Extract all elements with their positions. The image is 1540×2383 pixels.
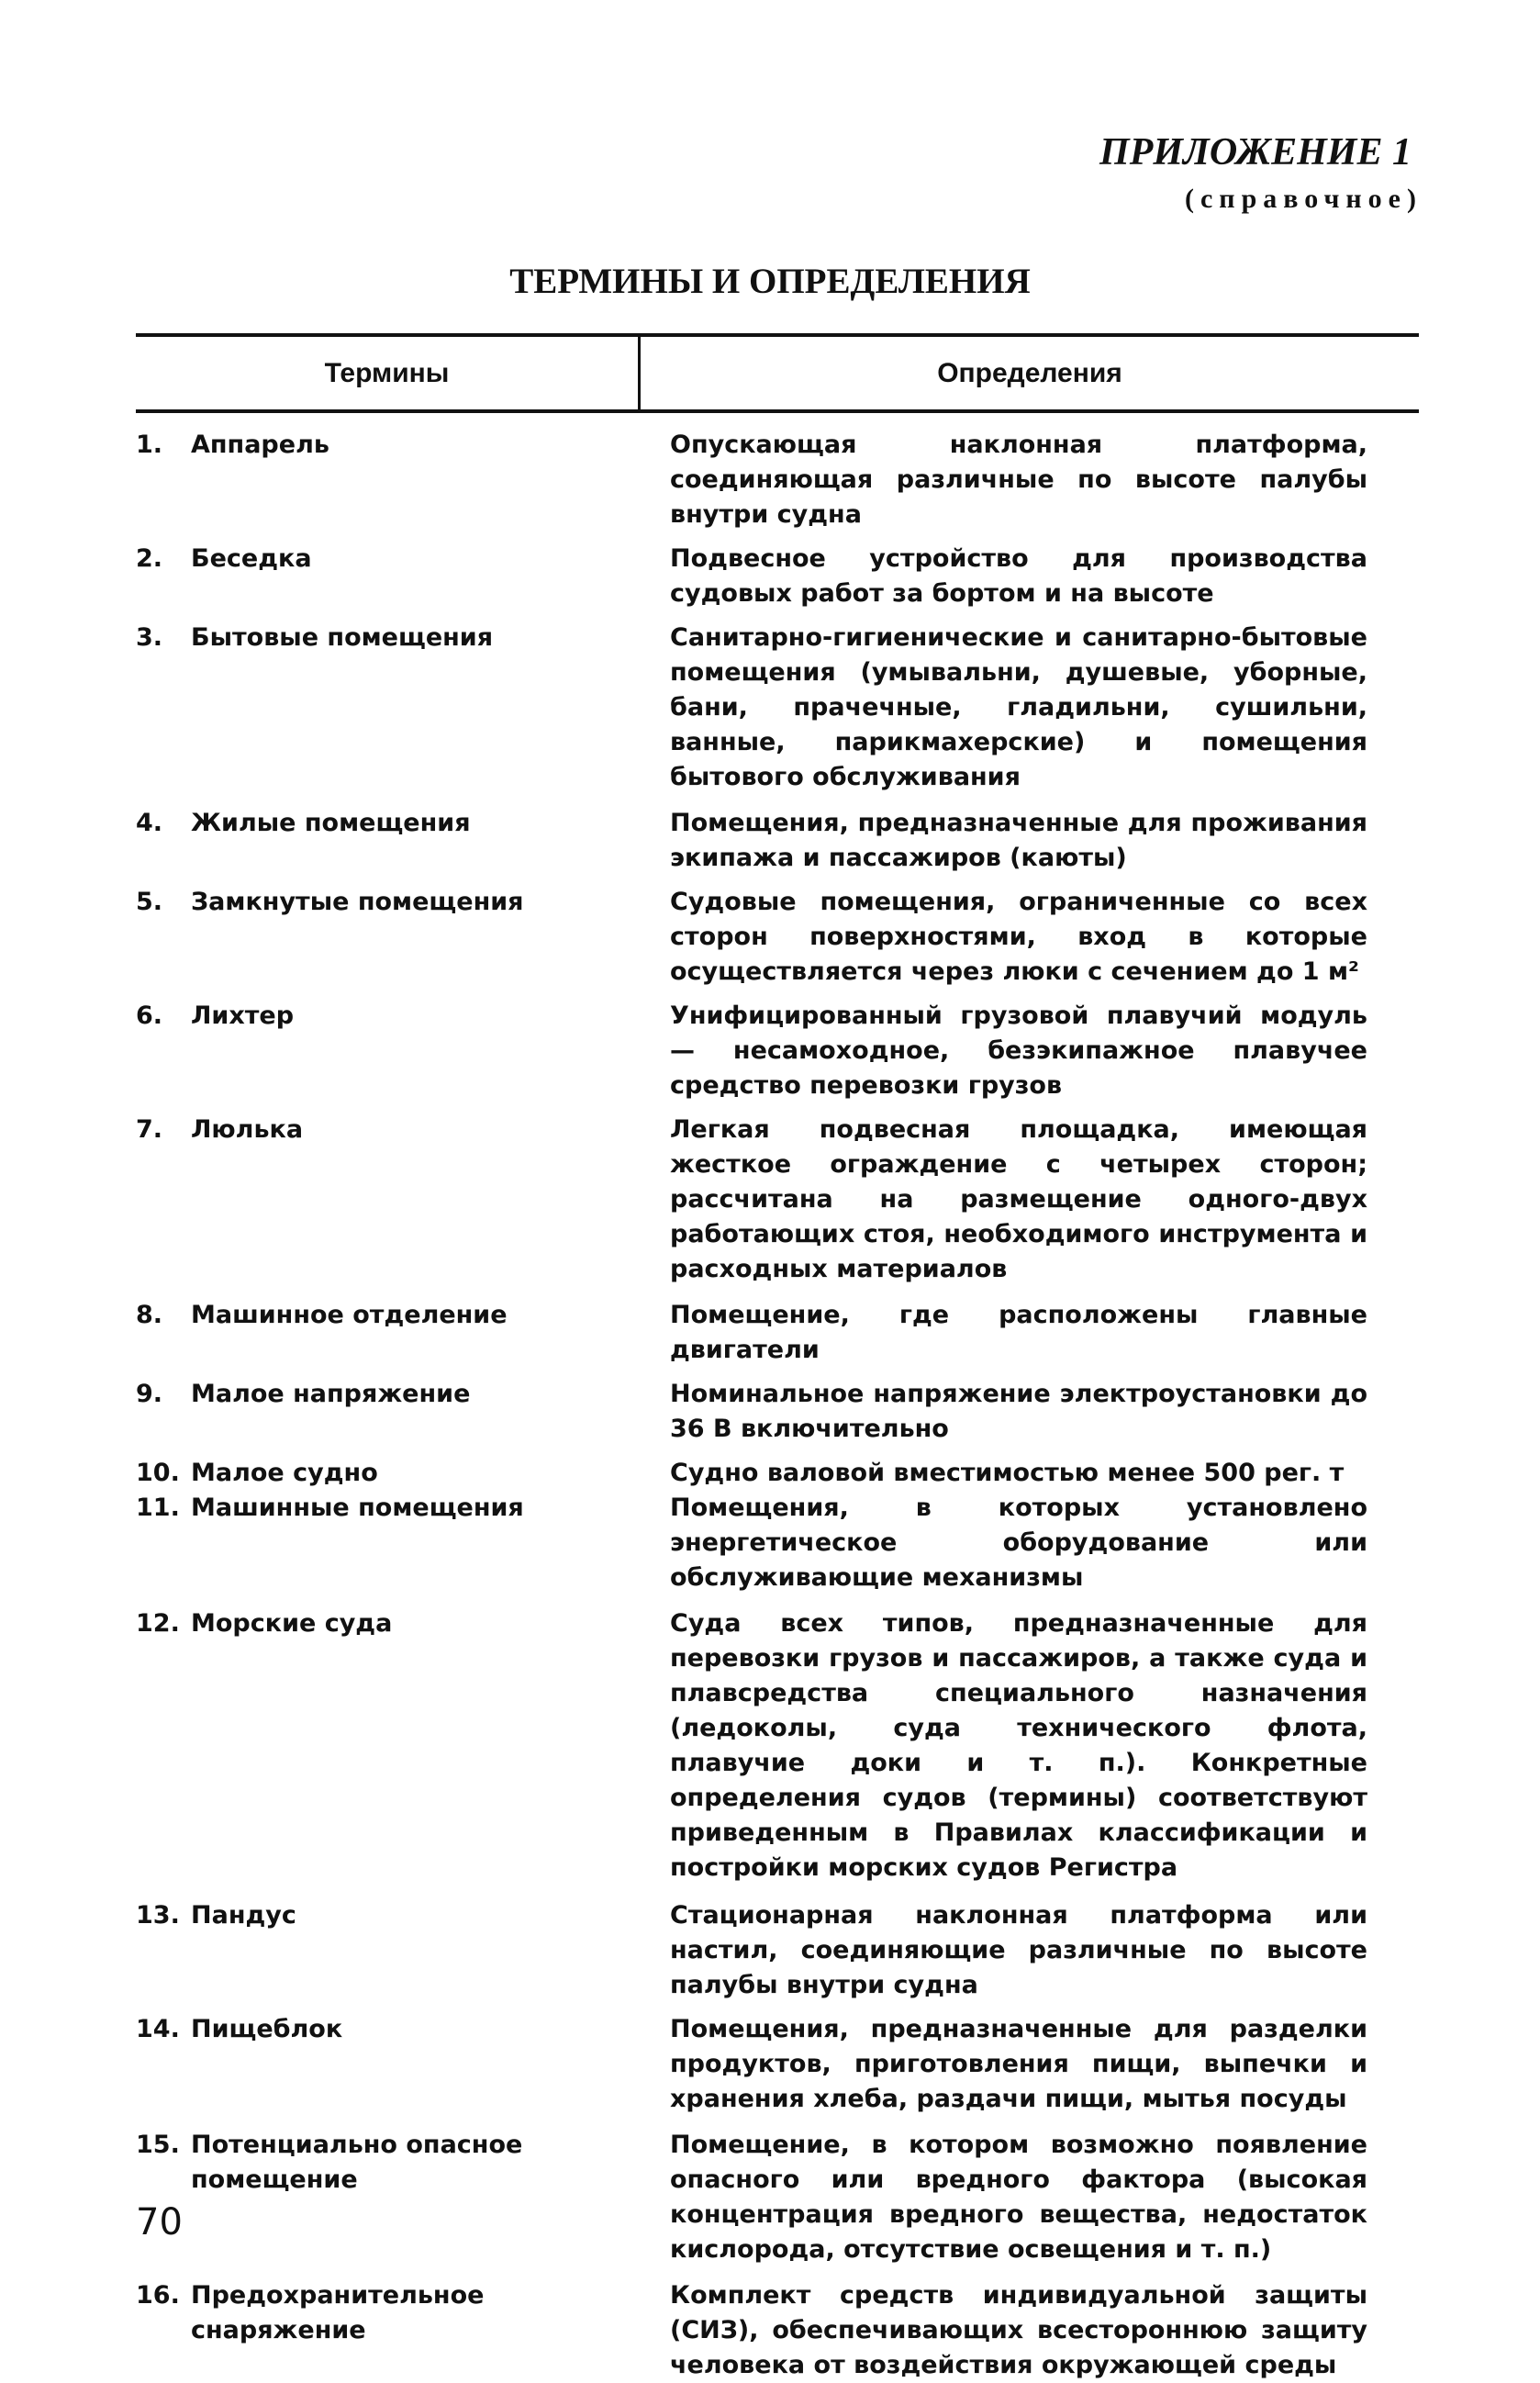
term-number: 2. (136, 544, 163, 573)
term-text: Малое напряжение (191, 1380, 471, 1408)
definition-text: Комплект средств индивидуальной защиты (СИЗ), обеспечивающих всестороннюю защиту человека от воздействия окружающей среды (670, 2281, 1367, 2379)
table-row (136, 1491, 1419, 1595)
term-cell (136, 1113, 670, 1287)
column-header-definitions: Определения (937, 357, 1122, 388)
term-number: 4. (136, 809, 163, 837)
term-number: 12. (136, 1609, 180, 1638)
table-row (136, 1298, 1419, 1368)
terms-table (136, 333, 1419, 2383)
definition-text: Санитарно-гигиенические и санитарно-бытовые помещения (умывальни, душевые, уборные, бани, прачечные, гладильни, сушильни, ванные, парикмахерские) и помещения бытового обслуживания (670, 623, 1367, 791)
table-row (136, 885, 1419, 990)
definition-text: Унифицированный грузовой плавучий модуль — несамоходное, безэкипажное плавучее средство перевозки грузов (670, 1001, 1367, 1100)
term-number: 7. (136, 1115, 163, 1144)
table-row (136, 428, 1419, 532)
table-row (136, 1606, 1419, 1885)
definition-text: Судовые помещения, ограниченные со всех сторон поверхностями, вход в которые осуществляется через люки с сечением до 1 м² (670, 888, 1367, 986)
definition-text: Стационарная наклонная платформа или настил, соединяющие различные по высоте палубы внутри судна (670, 1901, 1367, 1999)
definition-text: Подвесное устройство для производства судовых работ за бортом и на высоте (670, 544, 1367, 608)
term-cell (136, 1898, 670, 2003)
term-text: Потенциально опасное помещение (191, 2131, 523, 2194)
definition-text: Легкая подвесная площадка, имеющая жесткое ограждение с четырех сторон; рассчитана на размещение одного-двух работающих стоя, необходимого инструмента и расходных материалов (670, 1115, 1367, 1283)
definition-text: Помещения, в которых установлено энергетическое оборудование или обслуживающие механизмы (670, 1494, 1367, 1592)
term-number: 11. (136, 1494, 180, 1522)
term-text: Пищеблок (191, 2015, 343, 2043)
table-row (136, 999, 1419, 1103)
term-text: Бытовые помещения (191, 623, 494, 652)
term-cell (136, 999, 670, 1103)
term-number: 8. (136, 1301, 163, 1329)
term-cell (136, 2012, 670, 2117)
term-cell (136, 621, 670, 795)
term-number: 10. (136, 1459, 180, 1487)
table-row (136, 2278, 1419, 2383)
reference-note: (справочное) (1184, 184, 1423, 214)
table-row (136, 542, 1419, 611)
term-number: 6. (136, 1001, 163, 1030)
definition-text: Номинальное напряжение электроустановки до 36 В включительно (670, 1380, 1367, 1443)
term-text: Замкнутые помещения (191, 888, 524, 916)
term-number: 1. (136, 431, 163, 459)
table-row (136, 1377, 1419, 1447)
definition-text: Опускающая наклонная платформа, соединяющая различные по высоте палубы внутри судна (670, 431, 1367, 529)
term-text: Машинные помещения (191, 1494, 524, 1522)
term-cell (136, 1377, 670, 1447)
definition-text: Помещение, в котором возможно появление опасного или вредного фактора (высокая концентрация вредного вещества, недостаток кислорода, отсутствие освещения и т. п.) (670, 2131, 1367, 2264)
column-header-terms: Термины (136, 337, 641, 409)
definition-text: Суда всех типов, предназначенные для перевозки грузов и пассажиров, а также суда и плавсредства специального назначения (ледоколы, суда технического флота, плавучие доки и т. п.). Конкретные определения судов (термины) соответствуют приведенным в Правилах классификации и постройки морских судов Регистра (670, 1609, 1367, 1882)
term-text: Жилые помещения (191, 809, 471, 837)
term-number: 5. (136, 888, 163, 916)
table-header (136, 333, 1419, 413)
term-text: Пандус (191, 1901, 296, 1930)
term-text: Люлька (191, 1115, 304, 1144)
term-cell (136, 2128, 670, 2267)
table-row (136, 1113, 1419, 1287)
table-row (136, 1898, 1419, 2003)
term-cell (136, 1606, 670, 1885)
table-body (136, 428, 1419, 2383)
term-number: 9. (136, 1380, 163, 1408)
term-number: 16. (136, 2281, 180, 2310)
term-text: Беседка (191, 544, 312, 573)
term-cell (136, 1491, 670, 1595)
term-text: Аппарель (191, 431, 329, 459)
term-cell (136, 542, 670, 611)
definition-text: Помещения, предназначенные для разделки продуктов, приготовления пищи, выпечки и хранения хлеба, раздачи пищи, мытья посуды (670, 2015, 1367, 2113)
table-row (136, 1456, 1419, 1491)
page-title: ТЕРМИНЫ И ОПРЕДЕЛЕНИЯ (509, 262, 1031, 301)
definition-text: Судно валовой вместимостью менее 500 рег. т (670, 1459, 1345, 1487)
term-text: Морские суда (191, 1609, 393, 1638)
table-row (136, 806, 1419, 876)
term-text: Машинное отделение (191, 1301, 508, 1329)
table-row (136, 621, 1419, 795)
term-cell (136, 885, 670, 990)
term-cell (136, 1298, 670, 1368)
table-row (136, 2128, 1419, 2267)
term-cell (136, 1456, 670, 1491)
term-text: Предохранительное снаряжение (191, 2281, 485, 2344)
term-number: 14. (136, 2015, 180, 2043)
page-number: 70 (136, 2201, 183, 2243)
definition-text: Помещение, где расположены главные двигатели (670, 1301, 1367, 1364)
term-number: 15. (136, 2131, 180, 2159)
term-number: 3. (136, 623, 163, 652)
table-row (136, 2012, 1419, 2117)
term-text: Малое судно (191, 1459, 378, 1487)
term-cell (136, 806, 670, 876)
term-cell (136, 2278, 670, 2383)
term-cell (136, 428, 670, 532)
appendix-label: ПРИЛОЖЕНИЕ 1 (1099, 131, 1412, 173)
term-number: 13. (136, 1901, 180, 1930)
term-text: Лихтер (191, 1001, 295, 1030)
definition-text: Помещения, предназначенные для проживания экипажа и пассажиров (каюты) (670, 809, 1367, 872)
